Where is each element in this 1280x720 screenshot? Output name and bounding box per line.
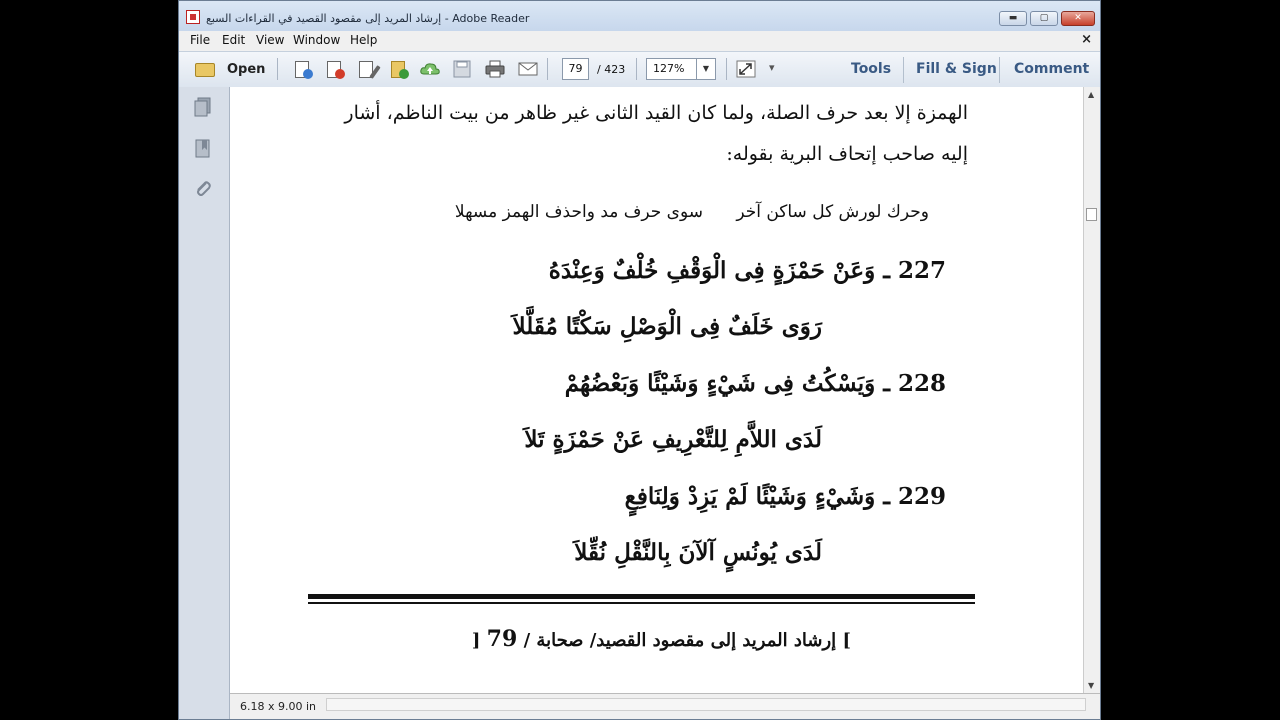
- hemistich-second: لَدَى اللاَّمِ لِلتَّعْرِيفِ عَنْ حَمْزَةٍ تَلاَ: [524, 426, 822, 453]
- navigation-pane: [179, 87, 230, 719]
- footer-rule-thin: [308, 602, 975, 604]
- menu-window[interactable]: Window: [293, 33, 341, 47]
- footer-rule-thick: [308, 594, 975, 599]
- email-icon[interactable]: [517, 59, 539, 79]
- menu-help[interactable]: Help: [350, 33, 378, 47]
- scroll-down-icon[interactable]: ▼: [1088, 681, 1095, 690]
- toolbar-separator: [726, 58, 727, 80]
- adobe-reader-window: [178, 0, 1101, 720]
- pdf-app-icon: [186, 10, 200, 24]
- scroll-thumb[interactable]: [1086, 208, 1097, 221]
- page-footer: [472, 626, 851, 652]
- hemistich-second: لَدَى يُونُسٍ آلآنَ بِالنَّقْلِ نُقِّلاَ: [574, 539, 822, 566]
- print-icon[interactable]: [484, 59, 506, 79]
- page-number-input[interactable]: 79: [562, 58, 589, 80]
- toolbar-separator: [636, 58, 637, 80]
- poem-line-229: [625, 483, 946, 510]
- quoted-verse-second-half: سوى حرف مد واحذف الهمز مسهلا: [454, 202, 703, 222]
- hemistich-first: وَشَيْءٍ وَشَيْئًا لَمْ يَزِدْ وَلِنَافِعٍ: [624, 483, 876, 510]
- create-pdf-icon[interactable]: [291, 59, 313, 79]
- export-icon[interactable]: [387, 59, 409, 79]
- line-dash: ـ: [875, 483, 898, 510]
- paragraph-line: إليه صاحب إتحاف البرية بقوله:: [726, 143, 968, 165]
- horizontal-scrollbar[interactable]: [326, 698, 1086, 711]
- fill-sign-link[interactable]: Fill & Sign: [916, 61, 997, 77]
- status-bar: [230, 693, 1100, 720]
- toolbar-separator: [277, 58, 278, 80]
- edit-pdf-icon[interactable]: [355, 59, 377, 79]
- page-size-label: 6.18 x 9.00 in: [240, 700, 317, 713]
- minimize-button[interactable]: ▬: [999, 11, 1027, 26]
- line-number: 229: [897, 483, 946, 510]
- zoom-value: 127%: [653, 62, 685, 75]
- menu-file[interactable]: File: [190, 33, 211, 47]
- fit-page-icon[interactable]: [735, 59, 757, 79]
- poem-line-227: [549, 257, 946, 284]
- quoted-verse-first-half: وحرك لورش كل ساكن آخر: [736, 202, 929, 222]
- footer-bracket: [: [471, 630, 481, 651]
- footer-title: إرشاد المريد إلى مقصود القصيد/ صحابة: [536, 630, 837, 651]
- close-button[interactable]: ✕: [1061, 11, 1095, 26]
- zoom-select[interactable]: [646, 58, 716, 80]
- scroll-up-icon[interactable]: ▲: [1088, 90, 1095, 99]
- attachments-icon[interactable]: [193, 179, 213, 199]
- line-dash: ـ: [875, 370, 898, 397]
- toolbar-separator: [547, 58, 548, 80]
- maximize-button[interactable]: ▢: [1030, 11, 1058, 26]
- menu-edit[interactable]: Edit: [222, 33, 246, 47]
- chevron-down-icon[interactable]: ▼: [696, 59, 715, 79]
- toolbar-more-icon[interactable]: ▾: [769, 61, 775, 74]
- folder-icon: [195, 63, 215, 77]
- toolbar: [179, 51, 1100, 88]
- cloud-upload-icon[interactable]: [419, 59, 441, 79]
- paragraph-line: الهمزة إلا بعد حرف الصلة، ولما كان القيد الثانى غير ظاهر من بيت الناظم، أشار: [344, 102, 968, 124]
- vertical-scrollbar[interactable]: [1083, 87, 1100, 693]
- pages-panel-icon[interactable]: [193, 97, 213, 117]
- window-title: إرشاد المريد إلى مقصود القصيد في القراءات السبع - Adobe Reader: [206, 12, 530, 25]
- toolbar-separator: [903, 57, 904, 83]
- poem-line-228: [565, 370, 946, 397]
- footer-page-number: 79: [486, 626, 518, 652]
- hemistich-first: وَعَنْ حَمْزَةٍ فِى الْوَقْفِ خُلْفٌ وَعِنْدَهُ: [548, 257, 876, 284]
- title-bar[interactable]: [179, 1, 1100, 31]
- bookmarks-icon[interactable]: [193, 139, 213, 159]
- document-page[interactable]: [230, 87, 1084, 693]
- footer-slash: /: [523, 630, 531, 651]
- page-total: / 423: [597, 63, 626, 76]
- convert-pdf-icon[interactable]: [323, 59, 345, 79]
- save-icon[interactable]: [451, 59, 473, 79]
- open-button[interactable]: [193, 59, 265, 81]
- hemistich-first: وَيَسْكُتُ فِى شَيْءٍ وَشَيْئًا وَبَعْضُهُمْ: [564, 370, 876, 397]
- tools-link[interactable]: Tools: [851, 61, 892, 77]
- hemistich-second: رَوَى خَلَفٌ فِى الْوَصْلِ سَكْتًا مُقَلَّلاَ: [512, 313, 822, 340]
- comment-link[interactable]: Comment: [1014, 61, 1090, 77]
- footer-bracket: ]: [842, 630, 851, 651]
- menu-bar: [179, 31, 1100, 51]
- line-number: 228: [897, 370, 946, 397]
- line-number: 227: [897, 257, 946, 284]
- toolbar-separator: [999, 57, 1000, 83]
- line-dash: ـ: [875, 257, 898, 284]
- menu-view[interactable]: View: [256, 33, 285, 47]
- open-label: Open: [227, 62, 266, 77]
- close-document-button[interactable]: ×: [1081, 32, 1092, 47]
